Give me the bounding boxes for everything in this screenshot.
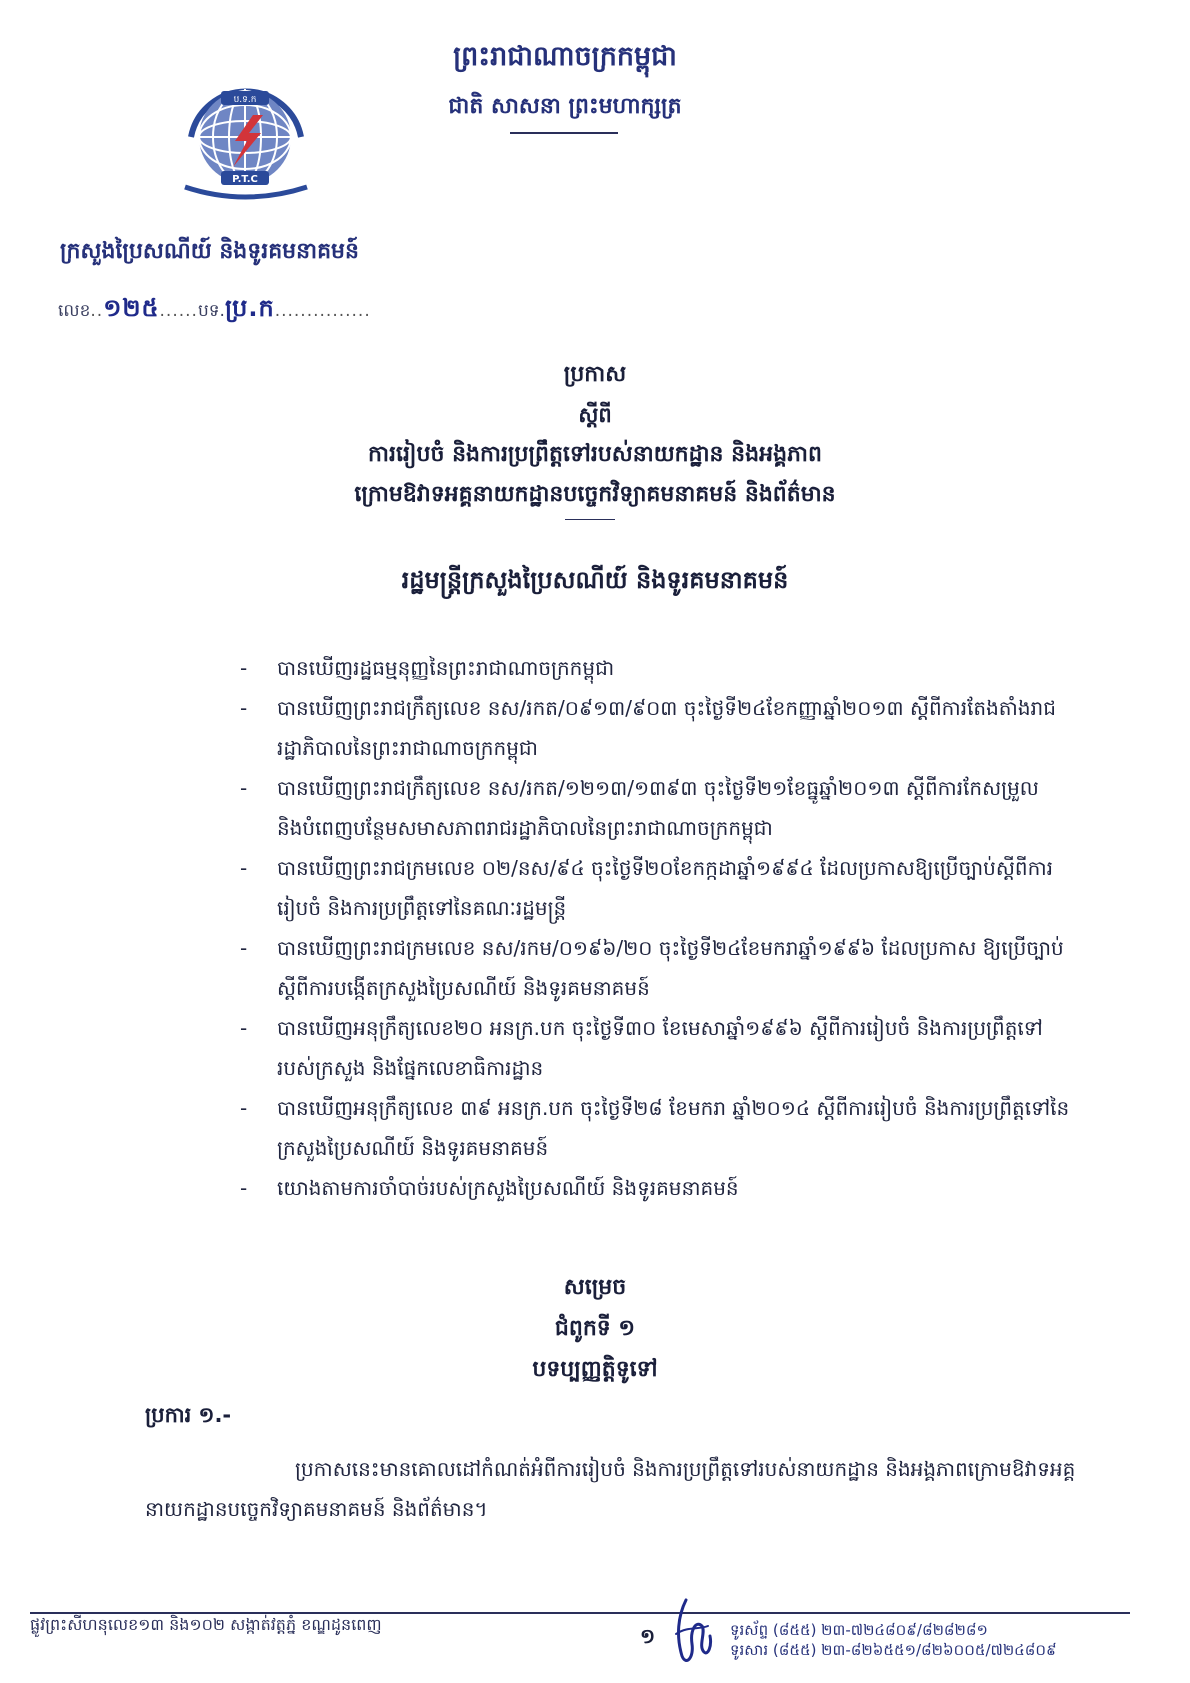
footer-contact (730, 1620, 1057, 1660)
clause-item: - បានឃើញព្រះរាជក្រមលេខ នស/រកម/០១៩៦/២០ ចុះថ្ងៃទី២៤ខែមករាឆ្នាំ១៩៩៦ ដែលប្រកាស ឱ្យប្រើច្បាប់ស្តីពីការបង្កើតក្រសួងប្រៃសណីយ៍ និងទូរគមនាគមន៍ (240, 928, 1070, 1008)
ref-suffix: ប្រ.ក (224, 294, 275, 322)
ref-suffix-prefix: បទ. (197, 301, 225, 321)
document-type: ប្រកាស (563, 362, 627, 387)
article-label: ប្រការ ១.- (145, 1403, 232, 1427)
clause-item: - បានឃើញអនុក្រឹត្យលេខ ៣៩ អនក្រ.បក ចុះថ្ងៃទី២៨ ខែមករា ឆ្នាំ២០១៤ ស្តីពីការរៀបចំ និងការប្រព្រឹត្តទៅនៃក្រសួងប្រៃសណីយ៍ និងទូរគមនាគមន៍ (240, 1088, 1070, 1168)
clause-item: - បានឃើញអនុក្រឹត្យលេខ២០ អនក្រ.បក ចុះថ្ងៃទី៣០ ខែមេសាឆ្នាំ១៩៩៦ ស្តីពីការរៀបចំ និងការប្រព្រឹត្តទៅរបស់ក្រសួង និងផ្នែកលេខាធិការដ្ឋាន (240, 1008, 1070, 1088)
footer-fax: ទូរសារ (៨៥៥) ២៣-៨២៦៥៥១/៨២៦០០៥/៧២៤៨០៩ (730, 1641, 1057, 1659)
clause-item: - បានឃើញព្រះរាជក្រឹត្យលេខ នស/រកត/១២១៣/១៣៩៣ ចុះថ្ងៃទី២១ខែធ្នូឆ្នាំ២០១៣ ស្តីពីការកែសម្រួល និងបំពេញបន្ថែមសមាសភាពរាជរដ្ឋាភិបាលនៃព្រះរាជាណាចក្រកម្ពុជា (240, 768, 1070, 848)
clause-item: - បានឃើញព្រះរាជក្រមលេខ ០២/នស/៩៤ ចុះថ្ងៃទី២០ខែកក្កដាឆ្នាំ១៩៩៤ ដែលប្រកាសឱ្យប្រើច្បាប់ស្តីពីការរៀបចំ និងការប្រព្រឹត្តទៅនៃគណៈរដ្ឋមន្ត្រី (240, 848, 1070, 928)
ministry-name: ក្រសួងប្រៃសណីយ៍ និងទូរគមនាគមន៍ (60, 239, 359, 264)
national-motto: ជាតិ សាសនា ព្រះមហាក្សត្រ (448, 94, 682, 119)
title-divider (565, 519, 615, 520)
chapter-title: បទប្បញ្ញត្តិទូទៅ (532, 1357, 658, 1382)
logo-top-text: ប.ទ.ក (233, 95, 257, 105)
chapter-number: ជំពូកទី ១ (554, 1316, 636, 1341)
footer-address: ផ្លូវព្រះសីហនុលេខ១៣ និង១០២ សង្កាត់វត្តភ្នំ ខណ្ឌដូនពេញ (30, 1615, 382, 1634)
document-title-line1: ការរៀបចំ និងការប្រព្រឹត្តទៅរបស់នាយកដ្ឋាន និងអង្គភាព (368, 442, 822, 467)
clause-item: - យោងតាមការចាំបាច់របស់ក្រសួងប្រៃសណីយ៍ និងទូរគមនាគមន៍ (240, 1168, 1070, 1208)
article-text: ប្រកាសនេះមានគោលដៅកំណត់អំពីការរៀបចំ និងការប្រព្រឹត្តទៅរបស់នាយកដ្ឋាន និងអង្គភាពក្រោមឱវាទអគ្គនាយកដ្ឋានបច្ចេកវិទ្យាគមនាគមន៍ និងព័ត៌មាន។ (145, 1457, 1076, 1521)
kingdom-heading: ព្រះរាជាណាចក្រកម្ពុជា (453, 41, 677, 72)
signature-mark-icon (668, 1596, 716, 1668)
logo-bottom-text: P.T.C (232, 174, 258, 185)
ministry-logo-icon (183, 75, 313, 205)
page-number: ១ (640, 1624, 656, 1648)
clause-item: - បានឃើញរដ្ឋធម្មនុញ្ញនៃព្រះរាជាណាចក្រកម្ពុជា (240, 648, 1070, 688)
minister-heading: រដ្ឋមន្ត្រីក្រសួងប្រៃសណីយ៍ និងទូរគមនាគមន៍ (401, 566, 789, 594)
preamble-clauses (240, 648, 1070, 1208)
footer-phone: ទូរស័ព្ទ (៨៥៥) ២៣-៧២៤៨០៩/៨២៨២៨១ (730, 1621, 988, 1639)
document-title-line2: ក្រោមឱវាទអគ្គនាយកដ្ឋានបច្ចេកវិទ្យាគមនាគមន៍ និងព័ត៌មាន (354, 482, 836, 507)
header-divider (510, 132, 618, 134)
document-about: ស្តីពី (578, 403, 612, 427)
reference-line: លេខ..១២៥......បទ.ប្រ.ក............... (58, 294, 371, 322)
clause-item: - បានឃើញព្រះរាជក្រឹត្យលេខ នស/រកត/០៩១៣/៩០៣ ចុះថ្ងៃទី២៤ខែកញ្ញាឆ្នាំ២០១៣ ស្តីពីការតែងតាំងរាជរដ្ឋាភិបាលនៃព្រះរាជាណាចក្រកម្ពុជា (240, 688, 1070, 768)
decision-heading: សម្រេច (563, 1275, 627, 1300)
ref-label: លេខ (58, 301, 91, 321)
ref-number: ១២៥ (103, 294, 160, 322)
